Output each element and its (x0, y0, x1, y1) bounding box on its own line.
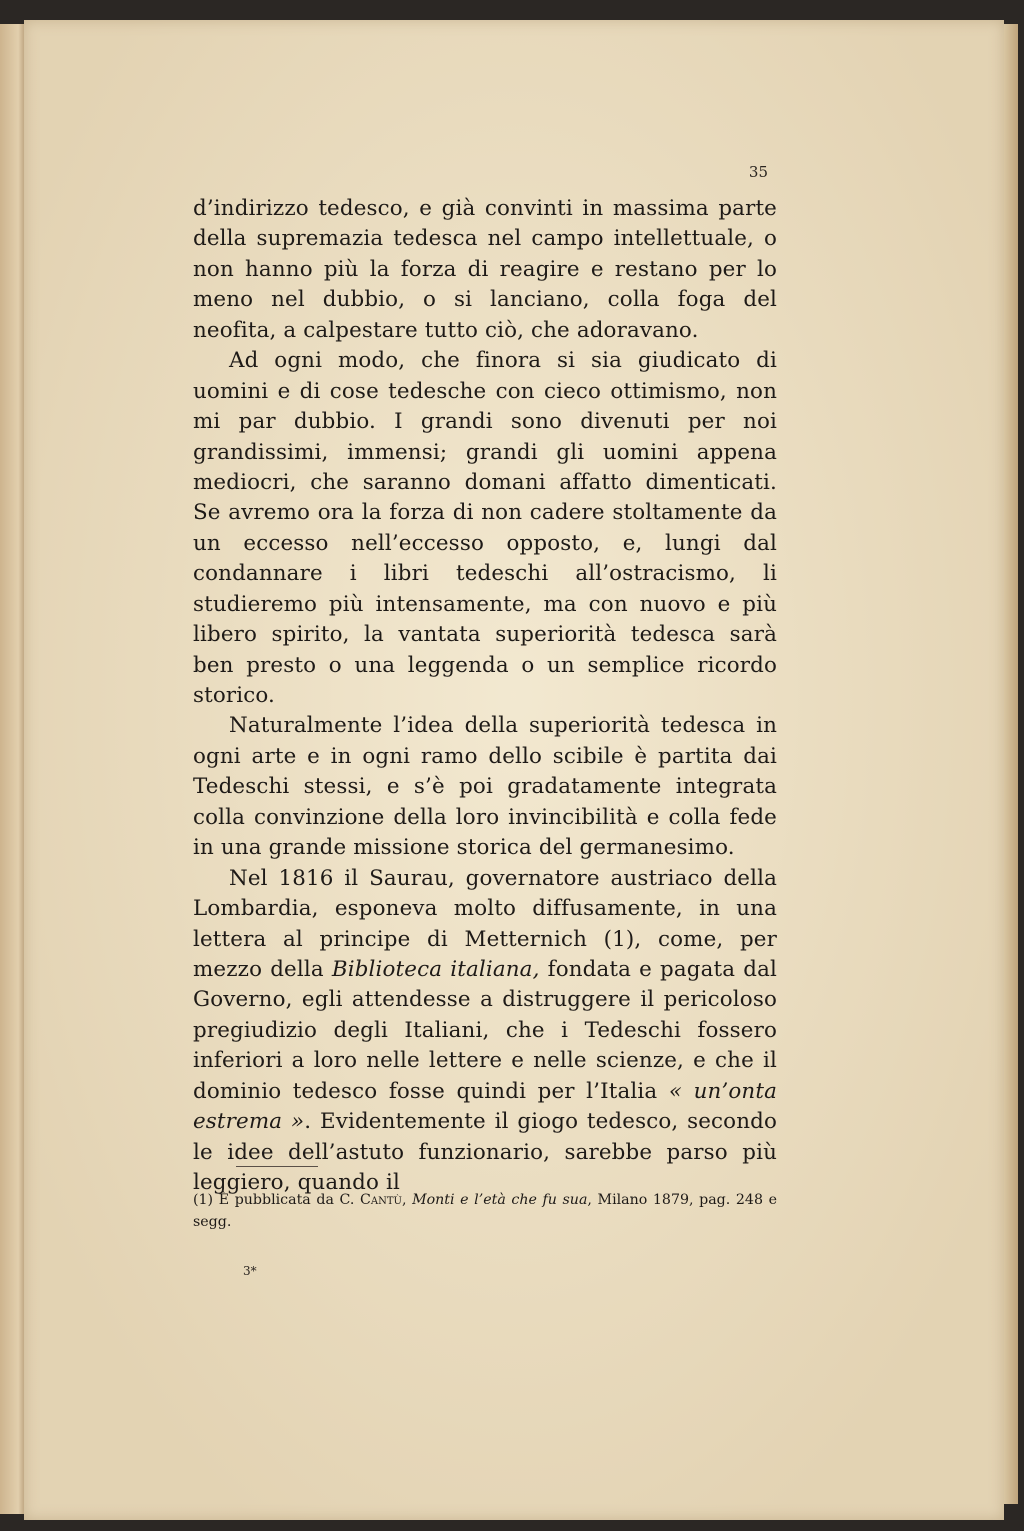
footnote-title: Monti e l’età che fu sua (412, 1192, 588, 1208)
text-run: Ad ogni modo, che finora si sia giudicato di uomini e di cose tedesche con cieco ottimismo, non mi par dubbio. I grandi sono divenuti per noi grandissimi, immensi; grandi gli uomini appena mediocri, che saranno domani affatto dimenticati. Se avremo ora la forza di non cadere stoltamente da un eccesso nell’eccesso opposto, e, lungi dal condannare i libri tedeschi all’ostracismo, li studieremo più intensamente, ma con nuovo e più libero spirito, la vantata superiorità tedesca sarà ben presto o una leggenda o un semplice ricordo storico. (193, 348, 777, 708)
paragraph (193, 711, 777, 863)
footnote-text-mid: , (401, 1192, 413, 1208)
paragraph (193, 346, 777, 711)
previous-page-edge (0, 24, 26, 1514)
italic-text: Biblioteca italiana, (331, 956, 540, 982)
footnote-rule (236, 1166, 318, 1167)
paragraph (193, 194, 777, 346)
footnote-author: Cantù (360, 1192, 402, 1208)
footnote-marker: (1) (193, 1192, 214, 1208)
text-run: fondata e pagata dal Governo, egli attendesse a distruggere il pericoloso pregiudizio degli Italiani, che i Tedeschi fossero inferiori a loro nelle lettere e nelle scienze, e che il dominio tedesco fosse quindi per l’Italia (193, 956, 777, 1104)
italic-text: « un’onta estrema » (193, 1078, 778, 1135)
footnote-text-after: , Milano 1879, pag. 248 e segg. (193, 1192, 777, 1230)
body-text (193, 194, 777, 1198)
text-run: d’indirizzo tedesco, e già convinti in massima parte della supremazia tedesca nel campo intellettuale, o non hanno più la forza di reagire e restano per lo meno nel dubbio, o si lanciano, colla foga del neofita, a calpestare tutto ciò, che adoravano. (193, 196, 777, 343)
page-stack-edge (1004, 24, 1018, 1504)
text-run: Naturalmente l’idea della superiorità tedesca in ogni arte e in ogni ramo dello scibile è partita dai Tedeschi stessi, e s’è poi gradatamente integrata colla convinzione della loro invincibilità e colla fede in una grande missione storica del germanesimo. (193, 713, 777, 861)
signature-mark: 3* (243, 1264, 257, 1278)
paragraph (193, 864, 777, 1199)
text-run: Nel 1816 il Saurau, governatore austriaco della Lombardia, esponeva molto diffusamente, in una lettera al principe di Metternich (1), come, per mezzo della (193, 865, 777, 982)
text-run: . Evidentemente il giogo tedesco, secondo le idee dell’astuto funzionario, sarebbe parso più leggiero, quando il (193, 1109, 777, 1195)
footnote-text-before: È pubblicata da C. (213, 1192, 361, 1208)
footnote (193, 1189, 777, 1233)
page-number: 35 (748, 163, 768, 181)
